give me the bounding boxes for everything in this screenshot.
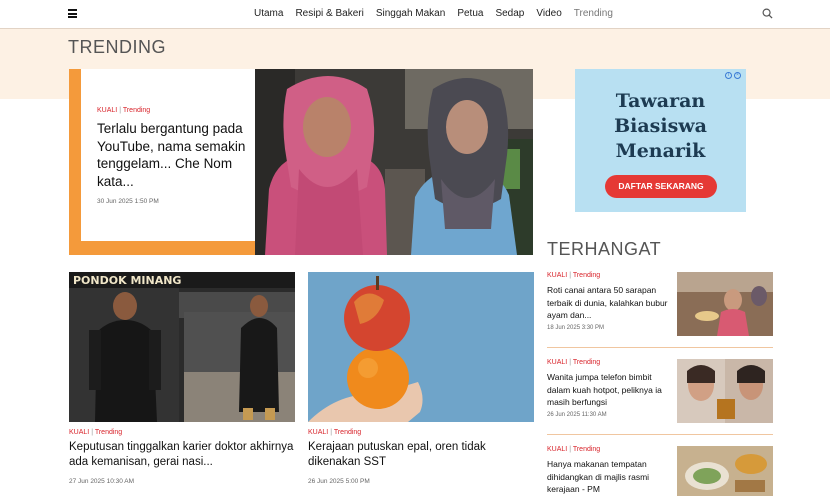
sidebar-item-headline[interactable]: Wanita jumpa telefon bimbit dalam kuah hotpot, peliknya ia masih berfungsi — [547, 372, 662, 407]
ad-headline — [575, 89, 746, 164]
card-headline[interactable]: Kerajaan putuskan epal, oren tidak dikenakan SST — [308, 441, 486, 468]
sidebar-item-headline[interactable]: Roti canai antara 50 sarapan terbaik di dunia, kalahkan bubur ayam dan... — [547, 285, 668, 320]
nav-petua[interactable]: Petua — [457, 8, 484, 19]
meta-separator: | — [569, 272, 573, 279]
sidebar-item-meta — [547, 446, 600, 453]
nav-sedap[interactable]: Sedap — [495, 8, 525, 19]
featured-card — [81, 69, 255, 241]
sidebar-divider — [547, 347, 773, 348]
sidebar-thumbnail — [677, 446, 773, 496]
subcategory-link[interactable]: Trending — [94, 429, 123, 436]
sidebar-title: TERHANGAT — [547, 239, 662, 259]
sidebar-divider — [547, 434, 773, 435]
category-link[interactable]: KUALI — [69, 429, 90, 436]
sidebar-item-date: 18 Jun 2025 3:30 PM — [547, 325, 605, 331]
nav-singgah-makan[interactable]: Singgah Makan — [375, 8, 446, 19]
card-meta — [69, 429, 122, 436]
featured-headline[interactable]: Terlalu bergantung pada YouTube, nama semakin tenggelam... Che Nom kata... — [97, 121, 246, 189]
featured-article[interactable] — [69, 69, 533, 255]
nav-video[interactable]: Video — [536, 8, 562, 19]
sidebar-item-meta — [547, 359, 600, 366]
category-link[interactable]: KUALI — [547, 359, 568, 366]
card-image-sign: PONDOK MINANG — [73, 274, 182, 287]
ad-cta-button[interactable]: DAFTAR SEKARANG — [605, 175, 717, 198]
sidebar-item[interactable] — [547, 272, 773, 348]
site-header — [0, 0, 830, 29]
sidebar-item-headline[interactable]: Hanya makanan tempatan dihidangkan di majlis rasmi kerajaan - PM — [547, 459, 650, 494]
category-link[interactable]: KUALI — [547, 446, 568, 453]
nav-utama[interactable]: Utama — [254, 8, 284, 19]
card-image-apple-orange[interactable] — [308, 272, 534, 422]
featured-meta — [97, 107, 255, 114]
subcategory-link[interactable]: Trending — [572, 359, 601, 366]
close-icon[interactable]: × — [734, 72, 741, 79]
meta-separator: | — [119, 107, 123, 114]
card-image-pondok-minang[interactable] — [69, 272, 295, 422]
nav-trending[interactable]: Trending — [573, 8, 613, 19]
card-meta — [308, 429, 361, 436]
ad-controls — [725, 72, 741, 79]
card-headline[interactable]: Keputusan tinggalkan karier doktor akhirnya ada kemanisan, gerai nasi... — [69, 441, 294, 468]
ad-headline-line: Menarik — [615, 140, 706, 162]
sidebar-item-date: 26 Jun 2025 11:30 AM — [547, 412, 607, 418]
ad-headline-line: Biasiswa — [614, 115, 707, 137]
hamburger-icon[interactable] — [68, 9, 77, 18]
meta-separator: | — [330, 429, 334, 436]
search-icon[interactable] — [762, 8, 773, 19]
ad-headline-line: Tawaran — [615, 90, 706, 112]
sidebar-thumbnail — [677, 272, 773, 336]
card-date: 27 Jun 2025 10:30 AM — [69, 478, 135, 485]
info-icon[interactable]: i — [725, 72, 732, 79]
featured-date: 30 Jun 2025 1:50 PM — [97, 198, 159, 205]
sidebar-item-meta — [547, 272, 600, 279]
sidebar-item[interactable] — [547, 359, 773, 435]
sidebar-thumbnail — [677, 359, 773, 423]
main-nav — [254, 8, 613, 19]
category-link[interactable]: KUALI — [308, 429, 329, 436]
meta-separator: | — [569, 359, 573, 366]
subcategory-link[interactable]: Trending — [333, 429, 362, 436]
category-link[interactable]: KUALI — [547, 272, 568, 279]
meta-separator: | — [91, 429, 95, 436]
sidebar-item[interactable] — [547, 446, 773, 496]
subcategory-link[interactable]: Trending — [572, 446, 601, 453]
category-link[interactable]: KUALI — [97, 107, 118, 114]
subcategory-link[interactable]: Trending — [122, 107, 151, 114]
featured-photo — [255, 69, 533, 255]
nav-resipi-bakeri[interactable]: Resipi & Bakeri — [295, 8, 364, 19]
meta-separator: | — [569, 446, 573, 453]
scholarship-ad[interactable] — [575, 69, 746, 212]
subcategory-link[interactable]: Trending — [572, 272, 601, 279]
page-title: TRENDING — [68, 37, 166, 57]
card-date: 26 Jun 2025 5:00 PM — [308, 478, 370, 485]
